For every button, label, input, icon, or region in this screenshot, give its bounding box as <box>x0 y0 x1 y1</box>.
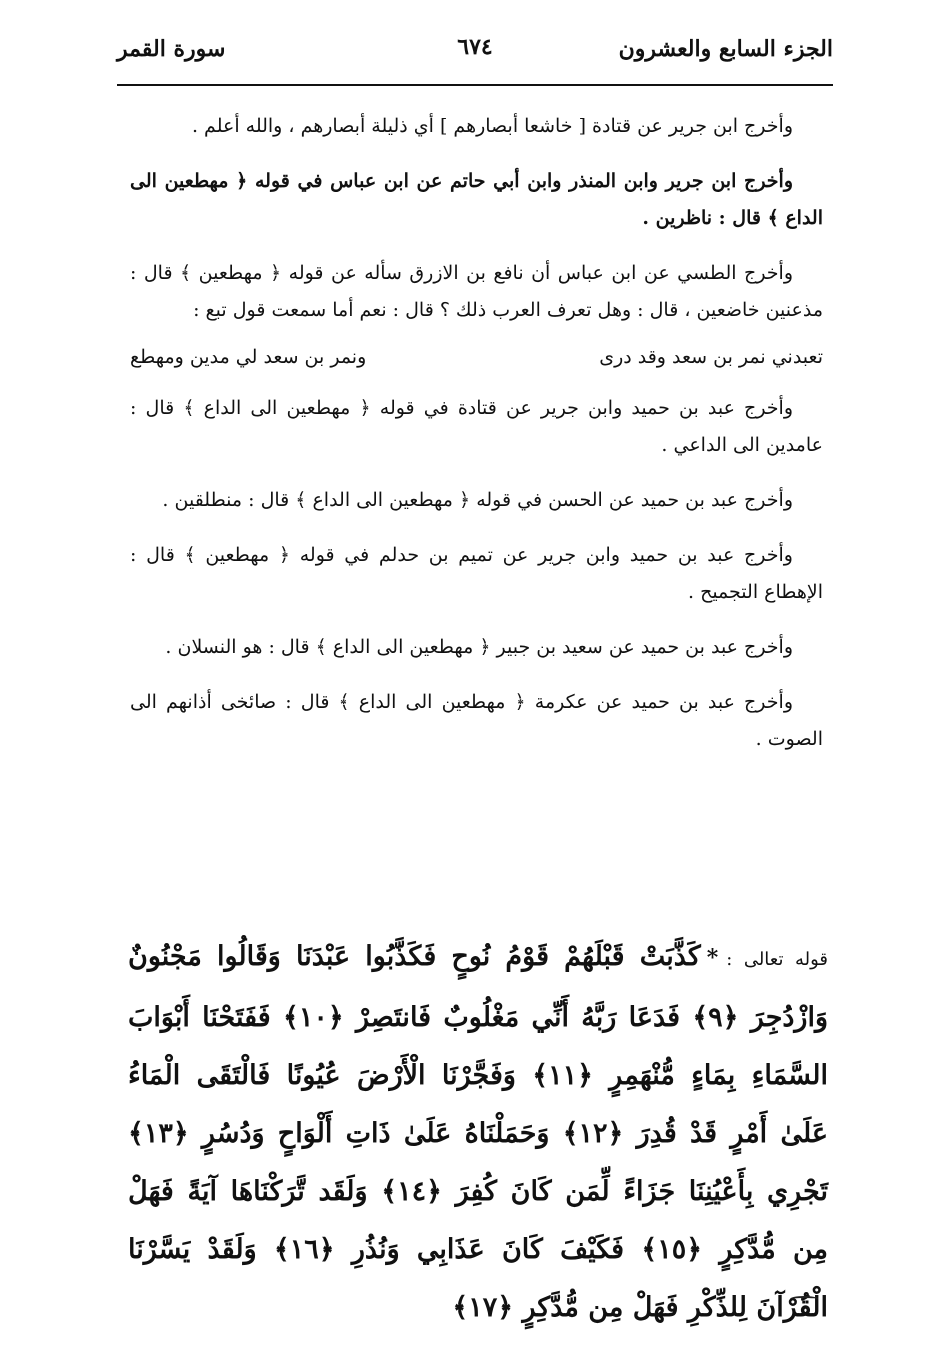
poem-second-hemistich: ونمر بن سعد لي مدين ومهطع <box>130 346 367 368</box>
page-number: ٦٧٤ <box>457 34 493 60</box>
page-header <box>117 28 833 84</box>
paragraph: وأخرج عبد بن حميد عن سعيد بن جبير ﴿ مهطعين الى الداع ﴾ قال : هو النسلان . <box>165 636 793 658</box>
paragraph: وأخرج عبد بن حميد وابن جرير عن تميم بن حدلم في قوله ﴿ مهطعين ﴾ قال : الإهطاع التجميح . <box>130 544 823 603</box>
paragraph: وأخرج عبد بن حميد عن الحسن في قوله ﴿ مهطعين الى الداع ﴾ قال : منطلقين . <box>162 489 793 511</box>
paragraph: وأخرج الطسي عن ابن عباس أن نافع بن الازرق سأله عن قوله ﴿ مهطعين ﴾ قال : مذعنين خاضعين ، قال : وهل تعرف العرب ذلك ؟ قال : نعم أما سمعت قول تبع : <box>130 262 823 321</box>
juz-title: الجزء السابع والعشرون <box>618 36 833 62</box>
star-marker: * <box>706 945 719 971</box>
quran-verses: كَذَّبَتْ قَبْلَهُمْ قَوْمُ نُوحٍ فَكَذَّبُوا عَبْدَنَا وَقَالُوا مَجْنُونٌ وَازْدُجِرَ ﴿٩﴾ فَدَعَا رَبَّهُ أَنِّي مَغْلُوبٌ فَانتَصِرْ ﴿١٠﴾ فَفَتَحْنَا أَبْوَابَ السَّمَاءِ بِمَاءٍ مُّنْهَمِرٍ ﴿١١﴾ وَفَجَّرْنَا الْأَرْضَ عُيُونًا فَالْتَقَى الْمَاءُ عَلَىٰ أَمْرٍ قَدْ قُدِرَ ﴿١٢﴾ وَحَمَلْنَاهُ عَلَىٰ ذَاتِ أَلْوَاحٍ وَدُسُرٍ ﴿١٣﴾ تَجْرِي بِأَعْيُنِنَا جَزَاءً لِّمَن كَانَ كُفِرَ ﴿١٤﴾ وَلَقَد تَّرَكْنَاهَا آيَةً فَهَلْ مِن مُّدَّكِرٍ ﴿١٥﴾ فَكَيْفَ كَانَ عَذَابِي وَنُذُرِ ﴿١٦﴾ وَلَقَدْ يَسَّرْنَا الْقُرْآنَ لِلذِّكْرِ فَهَلْ مِن مُّدَّكِرٍ ﴿١٧﴾ <box>128 941 829 1323</box>
paragraph: وأخرج عبد بن حميد عن عكرمة ﴿ مهطعين الى الداع ﴾ قال : صائخى أذانهم الى الصوت . <box>130 691 823 750</box>
poem-first-hemistich: تعبدني نمر بن سعد وقد درى <box>599 346 823 368</box>
footer-mark <box>790 1296 818 1302</box>
header-divider <box>117 84 833 86</box>
quran-passage <box>128 928 828 1337</box>
poem-verse <box>130 339 823 376</box>
paragraph: وأخرج ابن جرير عن قتادة [ خاشعا أبصارهم ] أي ذليلة أبصارهم ، والله أعلم . <box>191 115 793 137</box>
commentary-body <box>130 108 823 776</box>
paragraph: وأخرج عبد بن حميد وابن جرير عن قتادة في قوله ﴿ مهطعين الى الداع ﴾ قال : عامدين الى الداعي . <box>130 397 823 456</box>
quran-intro: قوله تعالى : <box>726 949 828 970</box>
paragraph: وأخرج ابن جرير وابن المنذر وابن أبي حاتم عن ابن عباس في قوله ﴿ مهطعين الى الداع ﴾ قال : ناظرين . <box>130 170 823 229</box>
surah-title: سورة القمر <box>117 36 226 62</box>
